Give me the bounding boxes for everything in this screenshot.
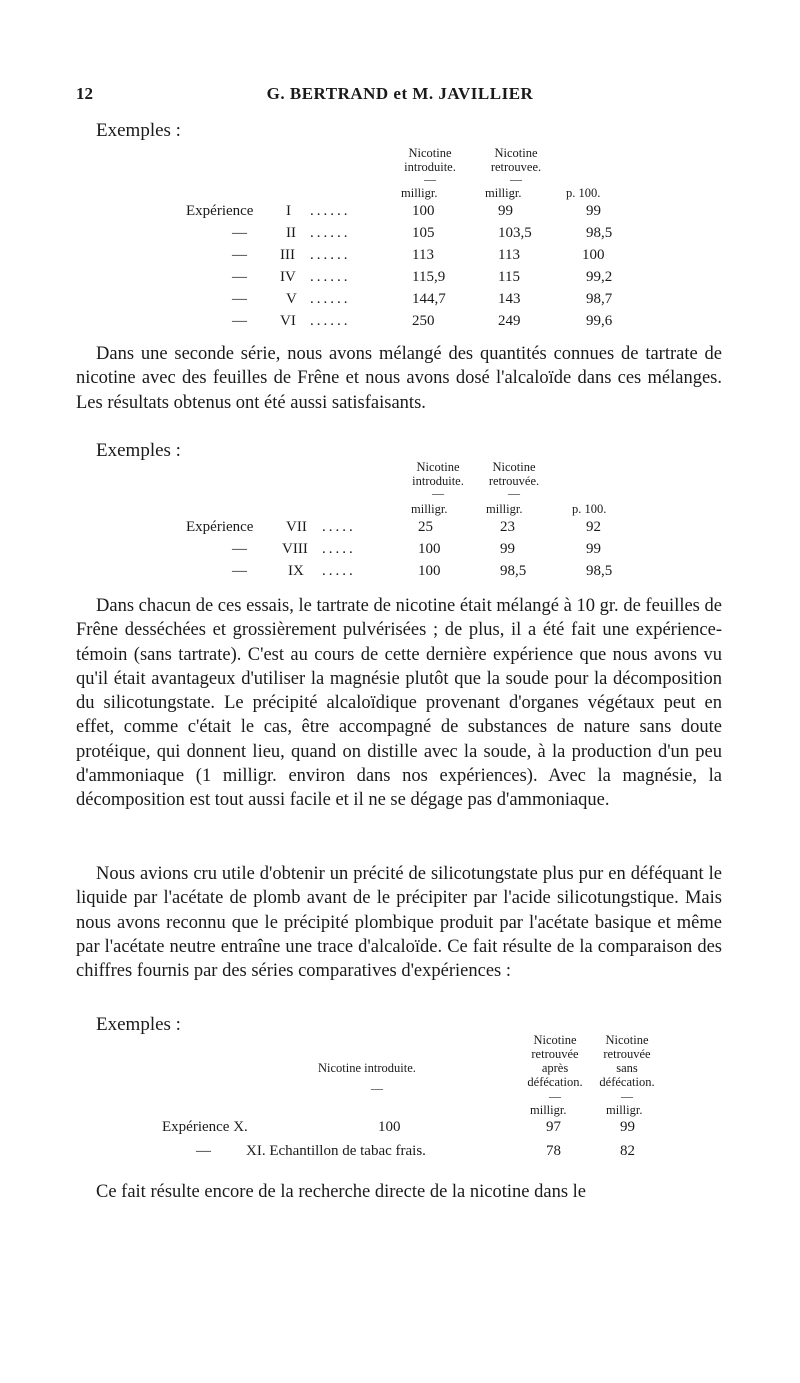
running-header: G. BERTRAND et M. JAVILLIER — [266, 84, 534, 103]
table-row: — II ...... 105 103,5 98,5 — [232, 225, 613, 241]
table-3-unit: milligr. — [606, 1103, 643, 1117]
table-1-unit: milligr. — [401, 186, 438, 200]
table-1-unit: milligr. — [485, 186, 522, 200]
table-row: — III ...... 113 113 100 — [232, 247, 605, 263]
table-row: — VIII ..... 100 99 99 — [232, 541, 601, 557]
paragraph-3: Nous avions cru utile d'obtenir un précité de silicotungstate plus pur en déféquant le liquide par l'acétate de plomb avant de le précipiter par l'acide silicotungstique. Mais nous avons reconnu que le précipité plombique produit par l'acétate basique et même par l'acétate neutre entraîne une trace d'alcaloïde. Ce fait résulte de la comparaison des chiffres fournis par des séries comparatives d'expériences : — [76, 864, 722, 982]
table-3-unit: milligr. — [530, 1103, 567, 1117]
table-1-col-introduite: Nicotine introduite. — [404, 146, 456, 174]
table-row: — IV ...... 115,9 115 99,2 — [232, 269, 613, 285]
table-row: — IX ..... 100 98,5 98,5 — [232, 563, 613, 579]
table-3-dash: — — [621, 1089, 633, 1103]
table-3-col-introduite: Nicotine introduite. — [318, 1061, 416, 1075]
table-2-unit: milligr. — [411, 502, 448, 516]
table-3-col-sans: Nicotine retrouvée sans défécation. — [599, 1033, 655, 1089]
table-1-col-retrouvee: Nicotine retrouvee. — [490, 146, 542, 174]
table-row: — VI ...... 250 249 99,6 — [232, 313, 613, 329]
table-2-col-introduite: Nicotine introduite. — [412, 460, 464, 488]
table-row: Expérience VII ..... 25 23 92 — [186, 519, 601, 535]
examples-label-3: Exemples : — [96, 1014, 181, 1035]
table-3-dash: — — [549, 1089, 561, 1103]
table-3-dash: — — [371, 1081, 383, 1095]
paragraph-4: Ce fait résulte encore de la recherche directe de la nicotine dans le — [96, 1182, 586, 1202]
table-1-unit: p. 100. — [566, 186, 601, 200]
table-row: Expérience I ...... 100 99 99 — [186, 203, 601, 219]
examples-label-1: Exemples : — [96, 120, 181, 141]
paragraph-1: Dans une seconde série, nous avons mélangé des quantités connues de tartrate de nicotine avec des feuilles de Frêne et nous avons dosé l'alcaloïde dans ces mélanges. Les résultats obtenus ont été aussi satisfaisants. — [76, 344, 722, 413]
table-row: — V ...... 144,7 143 98,7 — [232, 291, 613, 307]
table-1-dash: — — [424, 172, 436, 186]
examples-label-2: Exemples : — [96, 440, 181, 461]
table-2-unit: p. 100. — [572, 502, 607, 516]
table-2-col-retrouvee: Nicotine retrouvée. — [488, 460, 540, 488]
table-2-dash: — — [508, 486, 520, 500]
table-1-dash: — — [510, 172, 522, 186]
table-row: — XI. Echantillon de tabac frais. 78 82 — [196, 1143, 635, 1159]
page-number: 12 — [76, 84, 93, 103]
table-2-dash: — — [432, 486, 444, 500]
table-3-col-apres: Nicotine retrouvée après défécation. — [527, 1033, 583, 1089]
table-row: Expérience X. 100 97 99 — [162, 1119, 635, 1135]
paragraph-2: Dans chacun de ces essais, le tartrate de nicotine était mélangé à 10 gr. de feuilles de Frêne desséchées et grossièrement pulvérisées ; de plus, il a été fait une expérience-témoin (sans tartrate). C'est au cours de cette dernière expérience que nous avons vu qu'il était avantageux d'utiliser la magnésie plutôt que la soude pour la décomposition du silicotungstate. Le précipité alcaloïdique provenant d'organes végétaux peut en effet, comme c'était le cas, être accompagné de substances de nature sans doute protéique, qui donnent lieu, quand on distille avec la soude, à la production d'un peu d'ammoniaque (1 milligr. environ dans nos expériences). Avec la magnésie, la décomposition est tout aussi facile et il ne se dégage pas d'ammoniaque. — [76, 596, 722, 811]
table-2-unit: milligr. — [486, 502, 523, 516]
